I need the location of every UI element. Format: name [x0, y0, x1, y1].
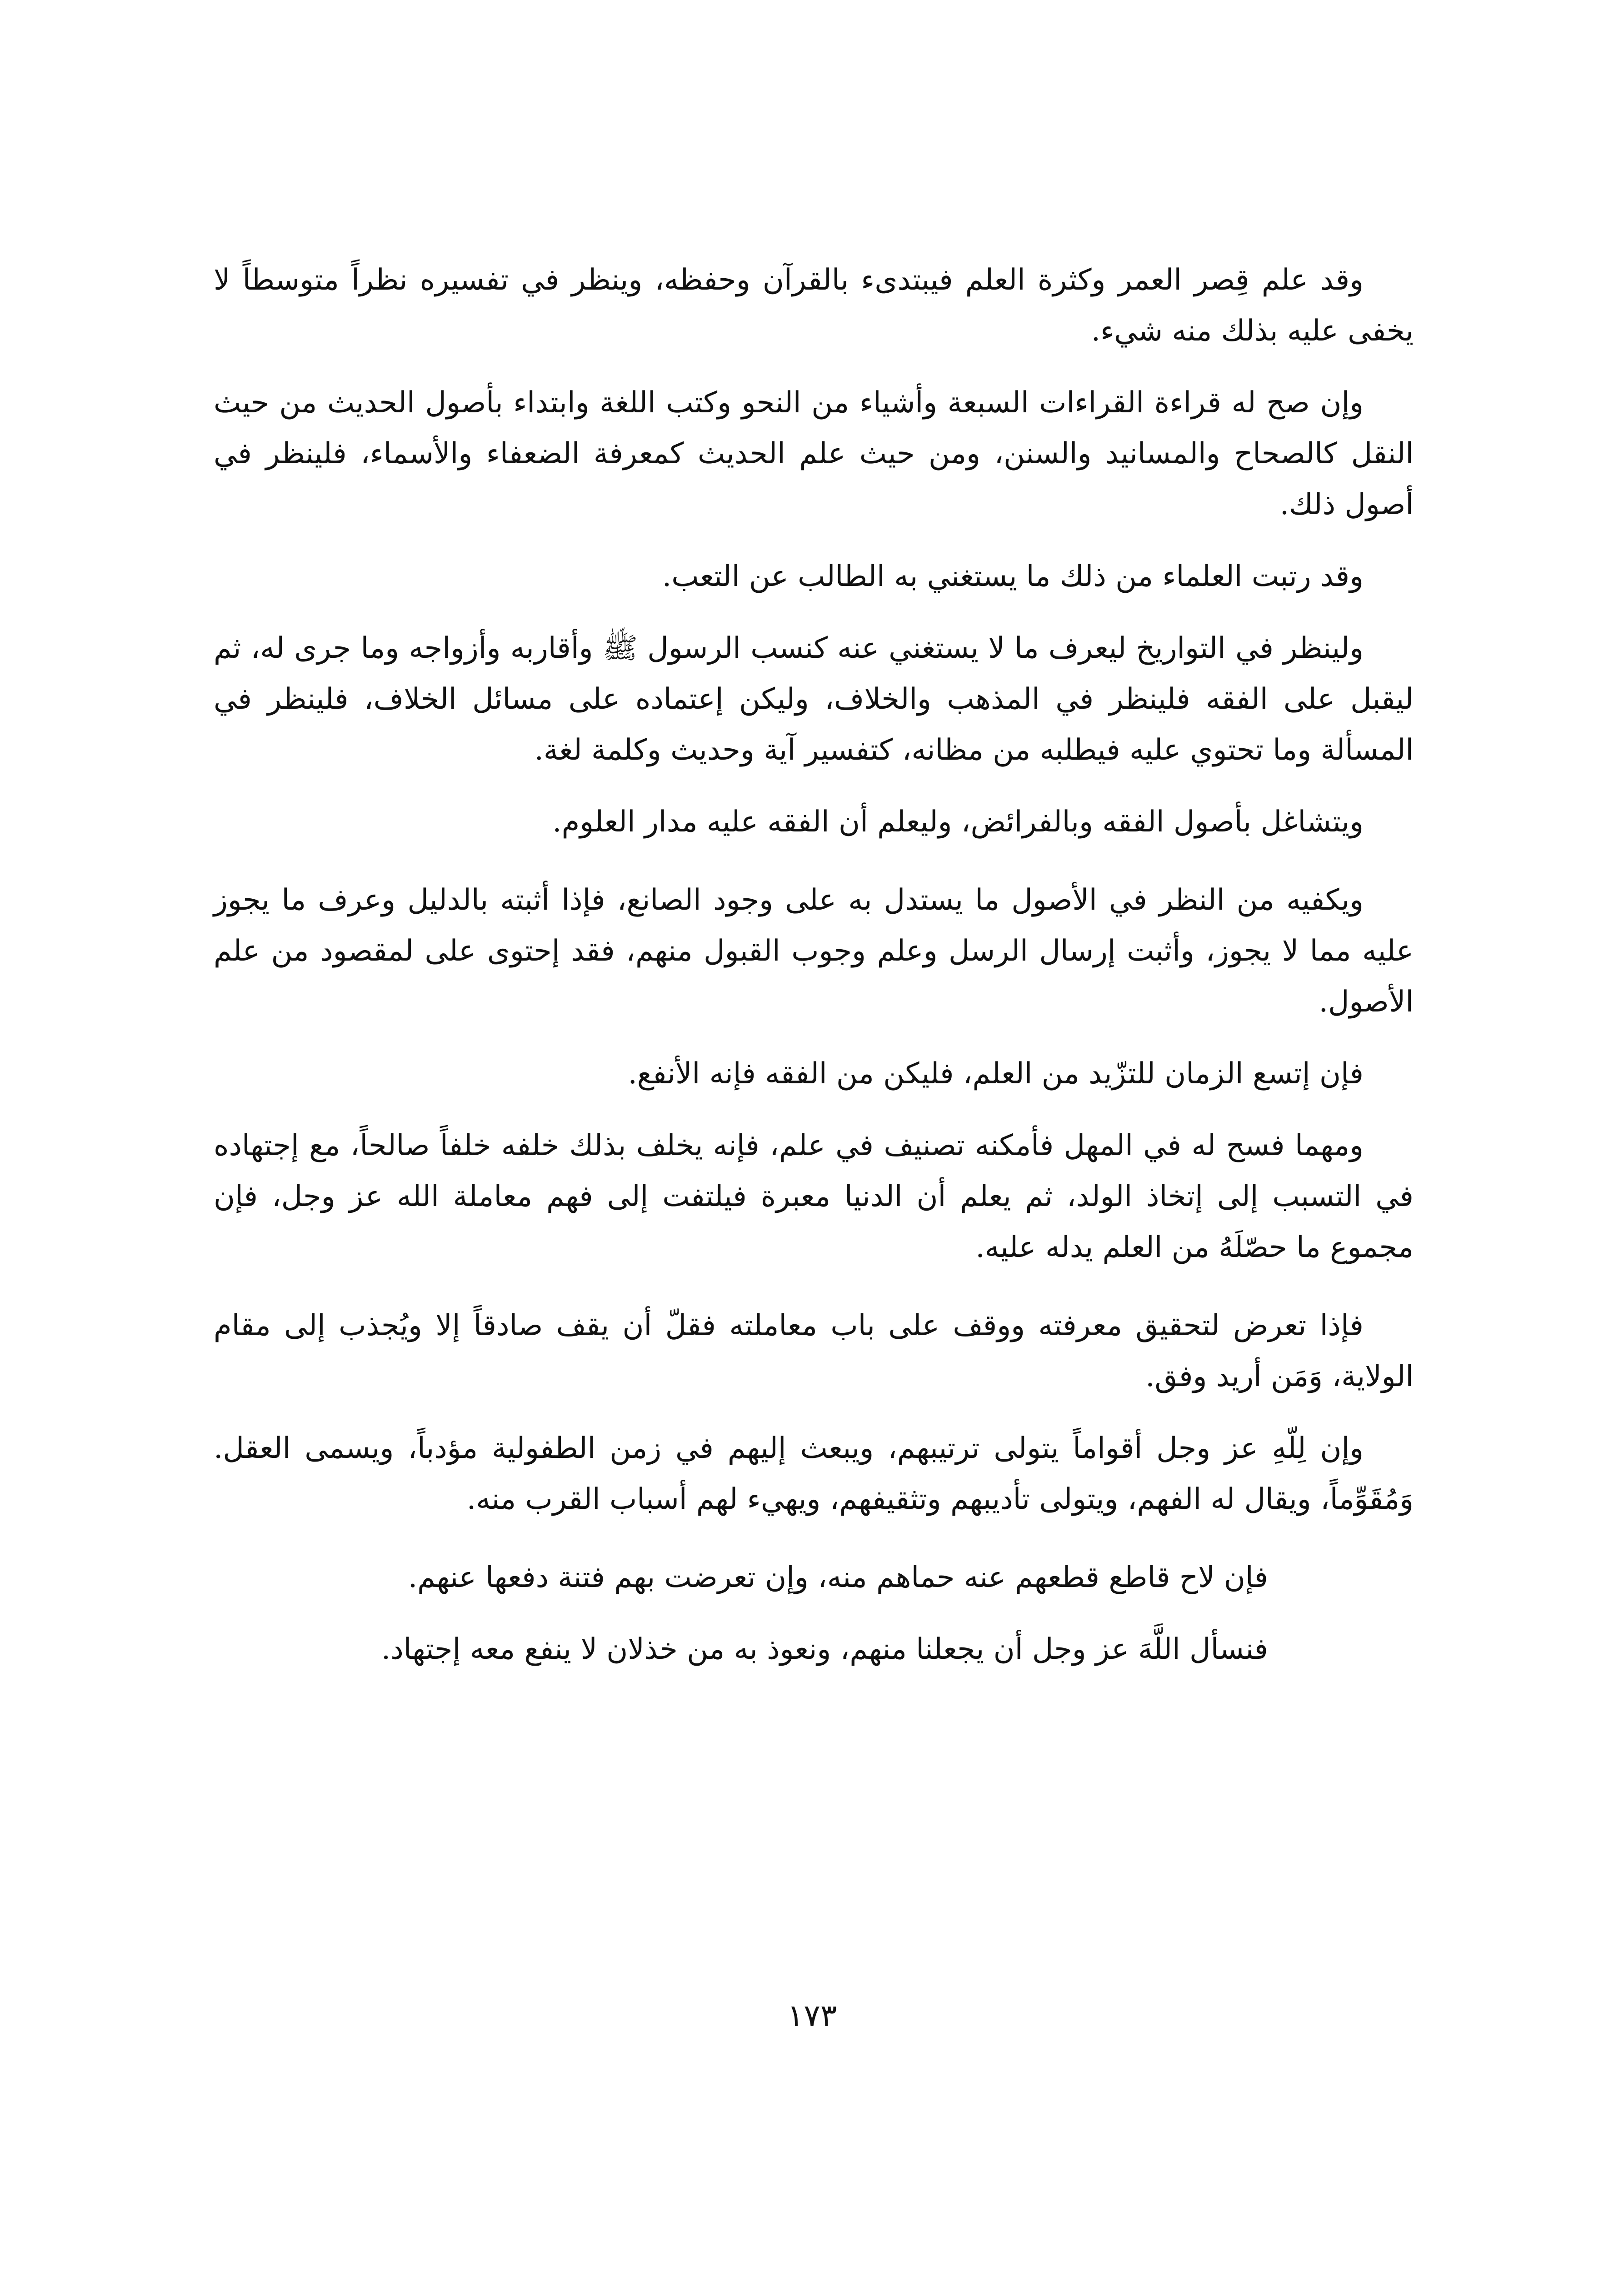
page-number: ١٧٣: [787, 1998, 837, 2034]
paragraph-6: ويكفيه من النظر في الأصول ما يستدل به على وجود الصانع، فإذا أثبته بالدليل وعرف ما يجوز عليه مما لا يجوز، وأثبت إرسال الرسل وعلم وجوب القبول منهم، فقد إحتوى على لمقصود من علم الأصول.: [214, 883, 1414, 1019]
paragraph-8: ومهما فسح له في المهل فأمكنه تصنيف في علم، فإنه يخلف بذلك خلفه خلفاً صالحاً، مع إجتهاده في التسبب إلى إتخاذ الولد، ثم يعلم أن الدنيا معبرة فيلتفت إلى فهم معاملة الله عز وجل، فإن مجموع ما حصّلَهُ من العلم يدله عليه.: [214, 1129, 1414, 1264]
paragraph-11: فإن لاح قاطع قطعهم عنه حماهم منه، وإن تعرضت بهم فتنة دفعها عنهم.: [408, 1561, 1268, 1594]
paragraph-1: وقد علم قِصر العمر وكثرة العلم فيبتدىء بالقرآن وحفظه، وينظر في تفسيره نظراً متوسطاً لا يخفى عليه بذلك منه شيء.: [214, 263, 1414, 348]
paragraph-10: وإن لِلّهِ عز وجل أقواماً يتولى ترتيبهم، ويبعث إليهم في زمن الطفولية مؤدباً، ويسمى العقل. وَمُقَوِّماً، ويقال له الفهم، ويتولى تأديبهم وتثقيفهم، ويهيء لهم أسباب القرب منه.: [214, 1432, 1414, 1516]
paragraph-2: وإن صح له قراءة القراءات السبعة وأشياء من النحو وكتب اللغة وابتداء بأصول الحديث من حيث النقل كالصحاح والمسانيد والسنن، ومن حيث علم الحديث كمعرفة الضعفاء والأسماء، فلينظر في أصول ذلك.: [214, 386, 1414, 521]
paragraph-3: وقد رتبت العلماء من ذلك ما يستغني به الطالب عن التعب.: [662, 560, 1364, 593]
body-text: [214, 255, 1414, 1696]
paragraph-7: فإن إتسع الزمان للتزّيد من العلم، فليكن من الفقه فإنه الأنفع.: [628, 1057, 1364, 1091]
paragraph-5: ويتشاغل بأصول الفقه وبالفرائض، وليعلم أن الفقه عليه مدار العلوم.: [552, 805, 1364, 839]
paragraph-9: فإذا تعرض لتحقيق معرفته ووقف على باب معاملته فقلّ أن يقف صادقاً إلا ويُجذب إلى مقام الولاية، وَمَن أريد وفق.: [214, 1309, 1414, 1393]
paragraph-12: فنسأل اللَّهَ عز وجل أن يجعلنا منهم، ونعوذ به من خذلان لا ينفع معه إجتهاد.: [381, 1632, 1268, 1666]
paragraph-4: ولينظر في التواريخ ليعرف ما لا يستغني عنه كنسب الرسول ﷺ وأقاربه وأزواجه وما جرى له، ثم ليقبل على الفقه فلينظر في المذهب والخلاف، وليكن إعتماده على مسائل الخلاف، فلينظر في المسألة وما تحتوي عليه فيطلبه من مظانه، كتفسير آية وحديث وكلمة لغة.: [214, 631, 1414, 767]
